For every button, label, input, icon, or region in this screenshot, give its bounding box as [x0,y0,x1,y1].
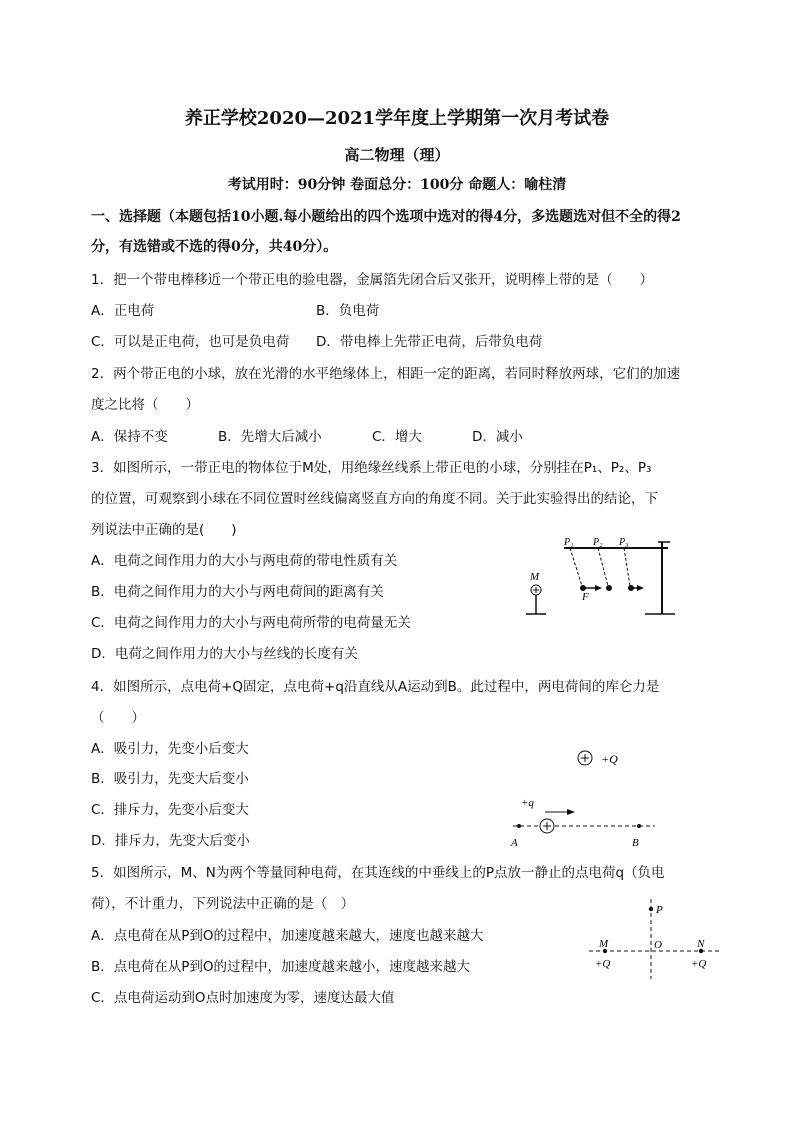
exam-title: 养正学校2020—2021学年度上学期第一次月考试卷 [184,108,610,129]
q2-option-d: D．减小 [472,429,523,445]
q3-option-a: A．电荷之间作用力的大小与两电荷的带电性质有关 [91,553,398,569]
q4-option-a: A．吸引力，先变小后变大 [91,741,249,757]
q4-stem-line1: 4．如图所示，点电荷+Q固定，点电荷+q沿直线从A运动到B。此过程中，两电荷间的库仑力是 [91,679,660,695]
q2-stem-line1: 2．两个带正电的小球，放在光滑的水平绝缘体上，相距一定的距离，若同时释放两球，它们的加速 [91,366,681,382]
q1-option-b: B．负电荷 [316,303,380,319]
q5-charge-figure [585,895,725,985]
q1-option-d: D．带电棒上先带正电荷，后带负电荷 [316,334,543,350]
q4-label-plus-q: +q [521,797,534,809]
exam-subtitle: 高二物理（理） [344,146,450,164]
q1-stem: 1．把一个带电棒移近一个带正电的验电器，金属箔先闭合后又张开，说明棒上带的是（ ） [91,272,654,288]
q5-label-n-charge: +Q [691,958,707,970]
q2-option-c: C．增大 [372,429,422,445]
q5-label-o: O [654,939,662,951]
q4-stem-line2: （ ） [91,710,145,726]
q4-label-plus-Q: +Q [601,752,618,766]
q2-option-a: A．保持不变 [91,429,168,445]
q3-option-b: B．电荷之间作用力的大小与两电荷间的距离有关 [91,584,384,600]
q3-option-d: D．电荷之间作用力的大小与丝线的长度有关 [91,646,358,662]
q3-label-f: F [582,591,589,603]
section-heading-line2: 分，有选错或不选的得0分，共40分）。 [91,239,338,255]
q4-charge-figure [505,742,665,852]
q3-label-p3: P₃ [619,537,629,548]
q5-stem-line2: 荷），不计重力，下列说法中正确的是（ ） [91,896,355,912]
q3-stem-line1: 3．如图所示，一带正电的物体位于M处，用绝缘丝线系上带正电的小球，分别挂在P₁、P₂、P₃ [91,460,652,476]
q2-option-b: B．先增大后减小 [218,429,322,445]
q1-option-a: A．正电荷 [91,303,155,319]
q5-option-a: A．点电荷在从P到O的过程中，加速度越来越大，速度也越来越大 [91,928,484,944]
q3-option-c: C．电荷之间作用力的大小与两电荷所带的电荷量无关 [91,615,411,631]
section-heading-line1: 一、选择题（本题包括10小题.每小题给出的四个选项中选对的得4分，多选题选对但不全的得2 [91,209,681,225]
q5-label-m-charge: +Q [595,958,611,970]
q5-label-m: M [599,938,609,950]
q4-option-c: C．排斥力，先变小后变大 [91,802,249,818]
q3-label-p1: P₁ [564,537,574,548]
q3-pendulum-figure [520,534,680,624]
q5-label-n: N [697,938,705,950]
q5-option-c: C．点电荷运动到O点时加速度为零，速度达最大值 [91,990,395,1006]
q4-option-d: D．排斥力，先变大后变小 [91,833,250,849]
q1-option-c: C．可以是正电荷，也可是负电荷 [91,334,290,350]
q4-option-b: B．吸引力，先变大后变小 [91,771,249,787]
q3-label-p2: P₂ [593,537,603,548]
q2-stem-line2: 度之比将（ ） [91,397,199,413]
q3-stem-line3: 列说法中正确的是( ) [91,522,237,538]
q3-label-m: M [530,571,540,583]
q4-label-a: A [511,837,518,849]
q5-option-b: B．点电荷在从P到O的过程中，加速度越来越小，速度越来越大 [91,959,471,975]
q5-stem-line1: 5．如图所示，M、N为两个等量同种电荷，在其连线的中垂线上的P点放一静止的点电荷q（负电 [91,865,665,881]
q4-label-b: B [632,837,639,849]
q5-label-p: P [656,904,663,916]
q3-stem-line2: 的位置，可观察到小球在不同位置时丝线偏离竖直方向的角度不同。关于此实验得出的结论，下 [91,491,658,507]
exam-info: 考试用时：90分钟 卷面总分：100分 命题人：喻柱清 [227,177,567,193]
